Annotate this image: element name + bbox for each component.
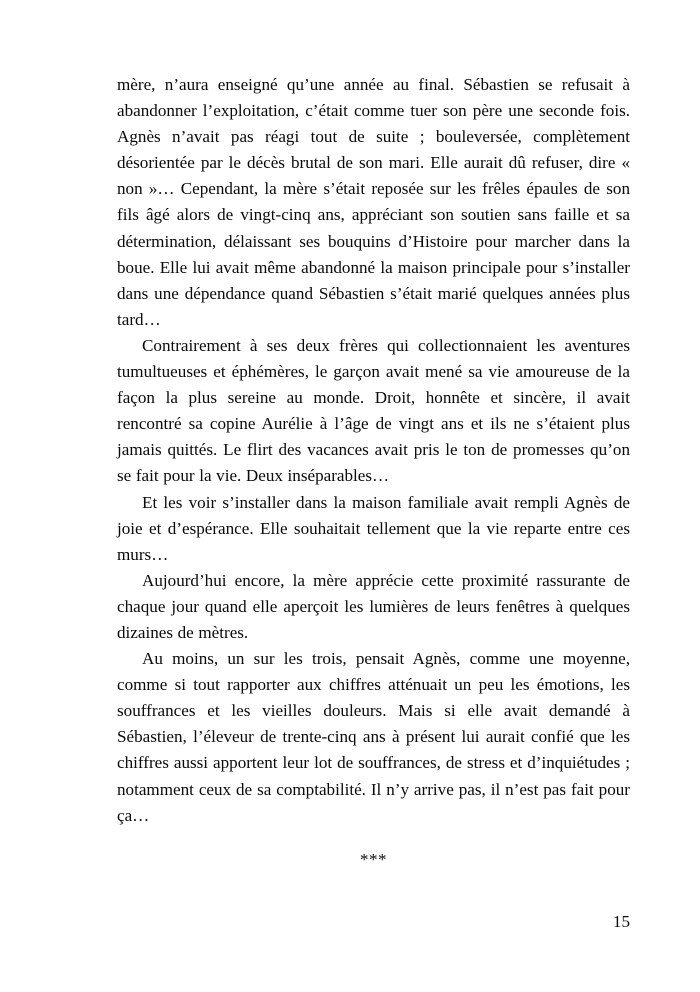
scene-break-spacer <box>117 829 630 847</box>
paragraph-continued: mère, n’aura enseigné qu’une année au final. Sébastien se refusait à abandonner l’exploitation, c’était comme tuer son père une seconde fois. Agnès n’avait pas réagi tout de suite ; bouleversée, complètement désorientée par le décès brutal de son mari. Elle aurait dû refuser, dire « non »… Cependant, la mère s’était reposée sur les frêles épaules de son fils âgé alors de vingt-cinq ans, appréciant son soutien sans faille et sa détermination, délaissant ses bouquins d’Histoire pour marcher dans la boue. Elle lui avait même abandonné la maison principale pour s’installer dans une dépendance quand Sébastien s’était marié quelques années plus tard… <box>117 75 630 329</box>
paragraph-contrairement: Contrairement à ses deux frères qui collectionnaient les aventures tumultueuses et éphémères, le garçon avait mené sa vie amoureuse de la façon la plus sereine au monde. Droit, honnête et sincère, il avait rencontré sa copine Aurélie à l’âge de vingt ans et ils ne s’étaient plus jamais quittés. Le flirt des vacances avait pris le ton de promesses qu’on se fait pour la vie. Deux inséparables… <box>117 335 630 486</box>
scene-break-separator: *** <box>359 849 388 869</box>
paragraph-au-moins: Au moins, un sur les trois, pensait Agnès, comme une moyenne, comme si tout rapporter aux chiffres atténuait un peu les émotions, les souffrances et les vieilles douleurs. Mais si elle avait demandé à Sébastien, l’éleveur de trente-cinq ans à présent lui aurait confié que les chiffres aussi apportent leur lot de souffrances, de stress et d’inquiétudes ; notamment ceux de sa comptabilité. Il n’y arrive pas, il n’est pas fait pour ça… <box>117 649 630 825</box>
paragraph-aujourdhui: Aujourd’hui encore, la mère apprécie cette proximité rassurante de chaque jour quand elle aperçoit les lumières de leurs fenêtres à quelques dizaines de mètres. <box>117 570 630 642</box>
page-number-folio: 15 <box>612 912 630 931</box>
body-text-block <box>117 72 630 873</box>
paragraph-et-les-voir: Et les voir s’installer dans la maison familiale avait rempli Agnès de joie et d’espérance. Elle souhaitait tellement que la vie reparte entre ces murs… <box>117 492 630 564</box>
